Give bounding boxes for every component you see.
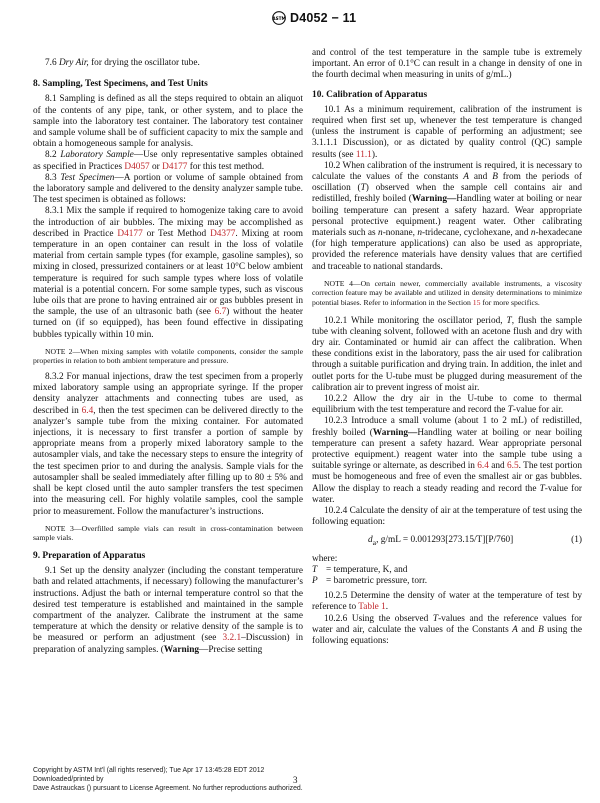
para-continued: and control of the test temperature in the sample tube is extremely important. An error of 0.1°C can result in a change in density of one in the fourth decimal when measuring in units of g/mL.) (312, 48, 582, 81)
link-table-1[interactable]: Table 1 (358, 602, 386, 613)
para-8-3: 8.3 Test Specimen—A portion or volume of sample obtained from the laboratory sample and delivered to the density analyzer sample tube. The test specimen is obtained as follows: (33, 172, 304, 206)
para-10-2-2: 10.2.2 Allow the dry air in the U-tube to come to thermal equilibrium with the test temperature and record the T-value for air. (312, 394, 582, 416)
link-11-1[interactable]: 11.1 (355, 149, 372, 160)
para-10-1: 10.1 As a minimum requirement, calibration of the instrument is required when first set up, whenever the test temperature is changed (unless the instrument is capable of performing an adjustment; see 3.1.1.1 Discussion), or as dictated by quality control (QC) sample results (see 11.1). (312, 104, 582, 160)
para-8-3-2: 8.3.2 For manual injections, draw the test specimen from a properly mixed laboratory sample using an appropriate syringe. If the proper density analyzer attachments and connecting tubes are used, as described in 6.4, then the test specimen can be delivered directly to the analyzer’s sample tube from the mixing container. For automated injections, it is necessary to first transfer a portion of sample by appropriate means from a properly mixed laboratory sample to the autosampler vials, and take the necessary steps to ensure the integrity of the test specimen prior to and during the analysis. Sample vials for the autosampler shall be sealed immediately after filling up to 80 ± 5% and shall be kept closed until the auto sampler transfers the test specimen into the measuring cell. For highly volatile samples, cool the sample prior to measurement. Follow the manufacturer’s instructions. (33, 372, 303, 517)
definition-T: T = temperature, K, and (312, 564, 408, 575)
section-8-title: 8. Sampling, Test Specimens, and Test Units (33, 79, 208, 90)
link-d4177[interactable]: D4177 (162, 161, 188, 172)
para-10-2-6: 10.2.6 Using the observed T-values and the reference values for water and air, calculate the values of the Constants A and B using the following equations: (312, 613, 583, 646)
where-label: where: (312, 553, 338, 564)
para-10-2-3: 10.2.3 Introduce a small volume (about 1 to 2 mL) of redistilled, freshly boiled (Warning—Handling water at boiling or near boiling temperature can present a safety hazard. Wear appropriate personal protective equipment.) reagent water into the sample tube using a suitable syringe or alternate, as described in 6.4 and 6.5. The test portion must be homogeneous and free of even the smallest air or gas bubbles. Allow the display to reach a steady reading and record the T-value for water. (312, 416, 583, 505)
note-3: NOTE 3—Overfilled sample vials can result in cross-contamination between sample vials. (33, 523, 303, 543)
left-column (33, 58, 303, 656)
link-d4057[interactable]: D4057 (124, 161, 150, 172)
right-column (312, 48, 582, 647)
para-10-2-1: 10.2.1 While monitoring the oscillator period, T, flush the sample tube with cleaning solvent, followed with an acetone flush and dry with dry air. Contaminated or humid air can affect the calibration. When these conditions exist in the laboratory, pass the air used for calibration through a suitable purification and drying train. In addition, the inlet and outlet ports for the U-tube must be plugged during measurement of the calibration air to prevent ingress of moist air. (312, 315, 582, 393)
link-6-7[interactable]: 6.7 (214, 307, 227, 318)
definition-P: P = barometric pressure, torr. (312, 575, 428, 586)
link-d4377[interactable]: D4377 (210, 228, 236, 239)
section-9-title: 9. Preparation of Apparatus (33, 550, 146, 561)
note-2: NOTE 2—When mixing samples with volatile components, consider the sample properties in relation to both ambient temperature and pressure. (33, 346, 303, 366)
para-9-1: 9.1 Set up the density analyzer (including the constant temperature bath and related attachments, if necessary) following the manufacturer’s instructions. Adjust the bath or internal temperature control so that the desired test temperature is established and maintained in the sample compartment of the analyzer. Calibrate the instrument at the same temperature at which the density or relative density of the sample is to be measured or perform an adjustment (see 3.2.1–Discussion) in preparation of analyzing samples. (Warning—Precise setting (33, 566, 303, 655)
copyright-footer: Copyright by ASTM Int'l (all rights reserved); Tue Apr 17 13:45:28 EDT 2012 Downloaded/printed by Dave Astrauckas () pursuant to License Agreement. No further reproductions authorized. (33, 767, 303, 792)
link-6-4-b[interactable]: 6.4 (477, 461, 489, 472)
document-id: D4052 − 11 (290, 11, 357, 25)
section-10-title: 10. Calibration of Apparatus (312, 89, 428, 100)
link-3-2-1[interactable]: 3.2.1 (222, 633, 242, 644)
para-8-1: 8.1 Sampling is defined as all the steps required to obtain an aliquot of the contents of any pipe, tank, or other system, and to place the sample into the laboratory test container. The laboratory test container and sample volume shall be of sufficient capacity to mix the sample and obtain a homogeneous sample for analysis. (33, 94, 303, 150)
para-10-2-4: 10.2.4 Calculate the density of air at the temperature of test using the following equation: (312, 506, 582, 528)
para-8-2: 8.2 Laboratory Sample—Use only representative samples obtained as specified in Practices D4057 or D4177 for this test method. (33, 150, 303, 172)
link-6-4[interactable]: 6.4 (81, 405, 94, 416)
para-8-3-1: 8.3.1 Mix the sample if required to homogenize taking care to avoid the introduction of air bubbles. The mixing may be accomplished as described in Practice D4177 or Test Method D4377. Mixing at room temperature in an open container can result in the loss of volatile material from certain sample types (for example, gasoline samples), so mixing in closed, pressurized containers or at least 10°C below ambient temperature is required for such sample types where loss of volatile material is a potential concern. For some sample types, such as viscous lube oils that are prone to having entrained air or gas bubbles present in the sample, the use of an ultrasonic bath (see 6.7) without the heater turned on (if so equipped), has been found effective in dissipating bubbles typically within 10 min. (33, 206, 304, 340)
svg-text:ASTM: ASTM (272, 16, 286, 21)
link-d4177-b[interactable]: D4177 (117, 228, 143, 239)
equation-number: (1) (571, 534, 582, 545)
astm-logo-icon (272, 11, 286, 25)
link-section-15[interactable]: 15 (472, 298, 481, 308)
page-header (0, 10, 600, 30)
link-6-5[interactable]: 6.5 (507, 461, 519, 472)
page-number: 3 (293, 775, 298, 785)
equation-1: $d_a$, g/mL = 0.001293[273.15/T][P/760] (1) (368, 534, 582, 547)
note-4: NOTE 4—On certain newer, commercially available instruments, a viscosity correction feature may be available and utilized in density determinations to minimize potential biases. Refer to information in the Section 15 for more specifics. (312, 278, 582, 308)
para-10-2-5: 10.2.5 Determine the density of water at the temperature of test by reference to Table 1. (312, 591, 582, 613)
para-10-2: 10.2 When calibration of the instrument is required, it is necessary to calculate the values of the constants A and B from the periods of oscillation (T) observed when the sample cell contains air and redistilled, freshly boiled (Warning—Handling water at boiling or near boiling temperature can present a safety hazard. Wear appropriate personal protective equipment.) reagent water. Other calibrating materials such as n-nonane, n-tridecane, cyclohexane, and n-hexadecane (for high temperature applications) can also be used as appropriate, provided the reference materials have density values that are certified and traceable to national standards. (312, 160, 583, 272)
para-7-6: 7.6 Dry Air, for drying the oscillator tube. (45, 58, 200, 68)
